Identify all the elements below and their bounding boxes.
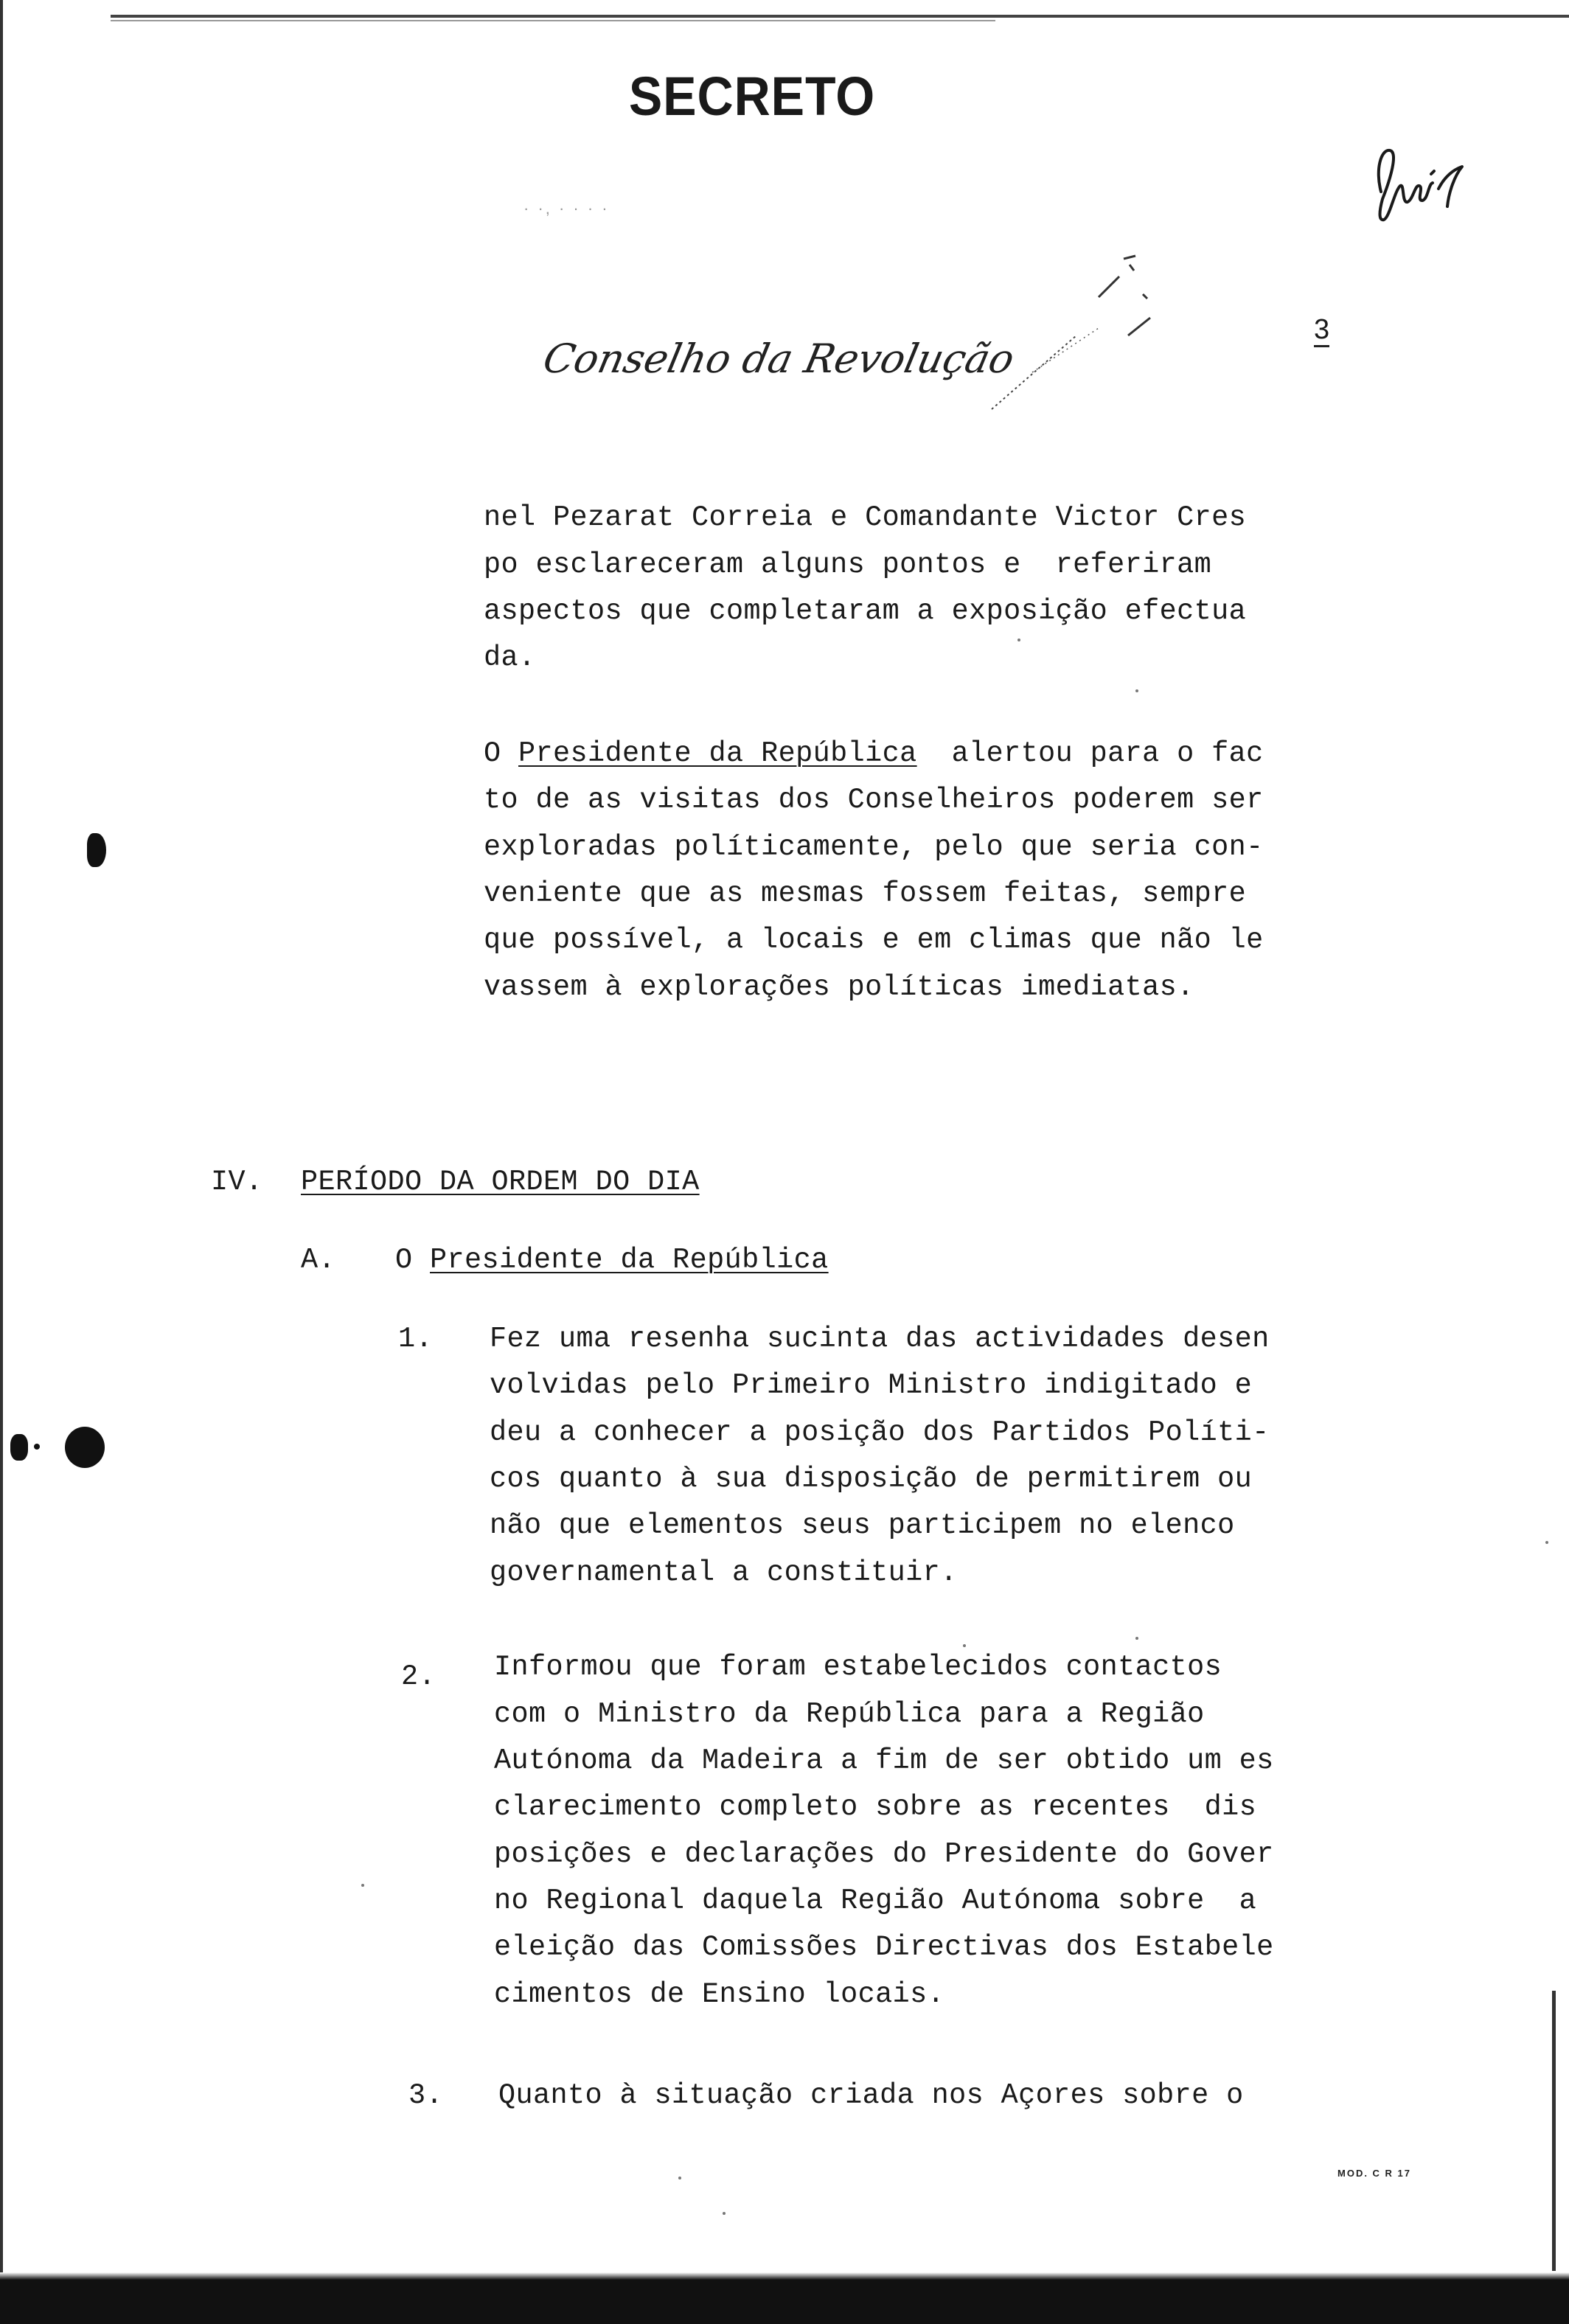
item-2-line-7: eleição das Comissões Directivas dos Estabele (494, 1931, 1274, 1963)
scan-speck (361, 1884, 364, 1887)
para2-line-1-pre: O (484, 737, 519, 770)
form-code: MOD. C R 17 (1337, 2168, 1412, 2179)
para2-line-1 (484, 737, 1264, 770)
subsection-heading (395, 1246, 829, 1275)
item-2-line-5: posições e declarações do Presidente do Gover (494, 1838, 1274, 1871)
para2-line-2: to de as visitas dos Conselheiros poderem ser (484, 784, 1264, 816)
subsection-title: Presidente da República (430, 1244, 829, 1276)
scan-top-edge-secondary (111, 20, 995, 21)
scan-speck (1135, 689, 1138, 692)
para1-line-3: aspectos que completaram a exposição efectua (484, 595, 1247, 627)
para2-line-3: exploradas políticamente, pelo que seria con- (484, 831, 1264, 863)
scan-speck (963, 1644, 966, 1647)
para1-line-2: po esclareceram alguns pontos e referiram (484, 549, 1212, 581)
scan-speck (1545, 1541, 1548, 1544)
para2-line-5: que possível, a locais e em climas que não le (484, 924, 1264, 956)
scan-speck (723, 2212, 726, 2215)
scan-speck (1017, 639, 1020, 641)
item-1-line-6: governamental a constituir. (490, 1556, 958, 1589)
para2-line-1-post: alertou para o fac (916, 737, 1264, 770)
item-3-line-1: Quanto à situação criada nos Açores sobre o (498, 2079, 1244, 2112)
handwritten-initials-signature (1368, 140, 1478, 236)
para2-line-6: vassem à explorações políticas imediatas. (484, 971, 1194, 1003)
page-number: 3 (1314, 316, 1329, 347)
para1-line-4: da. (484, 641, 536, 674)
section-number: IV. (211, 1166, 263, 1198)
punch-hole-middle (65, 1427, 105, 1468)
pen-stroke-marks (988, 247, 1209, 417)
section-title: PERÍODO DA ORDEM DO DIA (301, 1166, 700, 1198)
item-2-line-1: Informou que foram estabelecidos contactos (494, 1651, 1222, 1683)
punch-hole-fragment (10, 1434, 28, 1461)
item-1-line-5: não que elementos seus participem no elenco (490, 1509, 1235, 1542)
subsection-letter: A. (301, 1244, 336, 1276)
para1-line-1: nel Pezarat Correia e Comandante Victor Cres (484, 501, 1247, 534)
scan-bottom-edge (0, 2280, 1569, 2324)
item-2-number: 2. (401, 1660, 436, 1693)
item-2-line-6: no Regional daquela Região Autónoma sobre a (494, 1885, 1257, 1917)
item-1-line-2: volvidas pelo Primeiro Ministro indigitado e (490, 1369, 1253, 1402)
item-2-line-8: cimentos de Ensino locais. (494, 1978, 945, 2011)
item-2-line-3: Autónoma da Madeira a fim de ser obtido um es (494, 1744, 1274, 1777)
item-3-number: 3. (408, 2079, 444, 2112)
scan-bottom-fade (0, 2272, 1569, 2280)
item-2-line-2: com o Ministro da República para a Região (494, 1698, 1205, 1730)
letterhead-council-name: Conselho da Revolução (539, 335, 1019, 382)
scan-right-edge (1552, 1991, 1556, 2271)
item-1-number: 1. (398, 1323, 434, 1355)
subsection-pre: O (395, 1244, 431, 1276)
item-1-line-1: Fez uma resenha sucinta das actividades desen (490, 1323, 1270, 1355)
scan-top-edge (111, 15, 1569, 18)
item-1-line-3: deu a conhecer a posição dos Partidos Políti- (490, 1416, 1270, 1449)
punch-hole-speck (34, 1444, 40, 1450)
scan-speck (1135, 1637, 1138, 1640)
faint-stamp: · ·, · · · · (523, 199, 610, 218)
para2-line-4: veniente que as mesmas fossem feitas, sempre (484, 877, 1247, 910)
classification-stamp: SECRETO (628, 66, 876, 127)
scan-left-edge (0, 0, 3, 2324)
scan-speck (678, 2177, 681, 2179)
president-reference: Presidente da República (518, 737, 917, 770)
item-1-line-4: cos quanto à sua disposição de permitirem ou (490, 1463, 1253, 1495)
punch-hole-top (87, 833, 106, 867)
item-2-line-4: clarecimento completo sobre as recentes dis (494, 1791, 1257, 1823)
